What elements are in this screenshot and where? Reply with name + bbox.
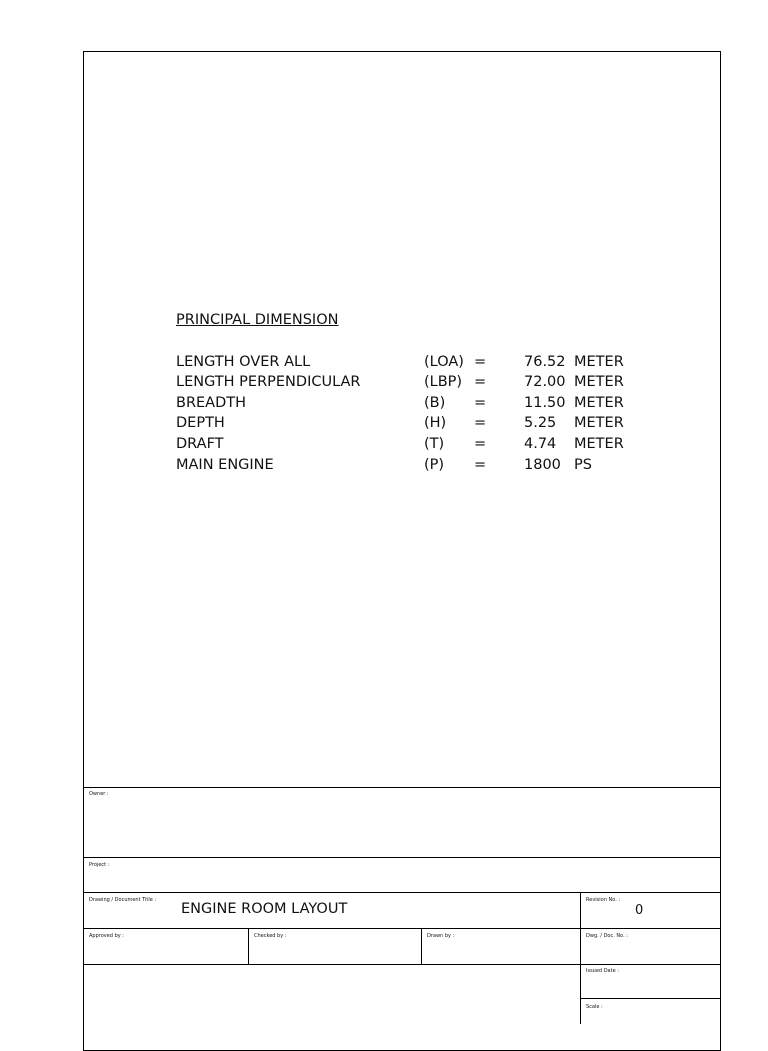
dimension-row xyxy=(176,455,592,476)
dimension-value: 4.74 xyxy=(524,435,557,452)
drawing-title-label: Drawing / Document Title : xyxy=(89,897,157,903)
dimension-abbr: (LOA) xyxy=(424,353,464,370)
title-block-line-right-column xyxy=(580,892,581,1024)
revision-value: 0 xyxy=(635,903,644,918)
approved-by-label: Approved by : xyxy=(89,933,124,939)
drawing-title: ENGINE ROOM LAYOUT xyxy=(181,901,348,917)
owner-label: Owner : xyxy=(89,791,109,797)
scale-label: Scale : xyxy=(586,1004,603,1010)
dimension-unit: METER xyxy=(574,374,624,391)
dimension-unit: METER xyxy=(574,394,624,411)
dimension-label: LENGTH PERPENDICULAR xyxy=(176,374,361,391)
dimension-unit: METER xyxy=(574,353,624,370)
dimension-label: DEPTH xyxy=(176,415,225,432)
dimension-unit: METER xyxy=(574,435,624,452)
issued-date-label: Issued Date : xyxy=(586,968,619,974)
title-block-line-scale-top xyxy=(580,998,721,999)
revision-label: Revision No. : xyxy=(586,897,621,903)
drawn-by-label: Drawn by : xyxy=(427,933,455,939)
dimension-equals: = xyxy=(474,456,487,473)
dimension-abbr: (P) xyxy=(424,456,445,473)
project-label: Project : xyxy=(89,862,110,868)
principal-dimension-title: PRINCIPAL DIMENSION xyxy=(176,312,339,328)
dwg-no-label: Dwg. / Doc. No. : xyxy=(586,933,628,939)
dimension-abbr: (B) xyxy=(424,394,446,411)
dimension-abbr: (H) xyxy=(424,415,447,432)
dimension-label: DRAFT xyxy=(176,435,224,452)
dimension-value: 1800 xyxy=(524,456,561,473)
title-block-line-project-top xyxy=(83,857,721,858)
dimension-equals: = xyxy=(474,353,487,370)
dimension-value: 11.50 xyxy=(524,394,566,411)
dimension-unit: METER xyxy=(574,415,624,432)
dimension-value: 5.25 xyxy=(524,415,557,432)
dimension-abbr: (LBP) xyxy=(424,374,463,391)
dimension-row xyxy=(176,352,624,373)
title-block-line-checked-drawn xyxy=(421,928,422,964)
principal-dimension-block xyxy=(176,310,624,475)
dimension-equals: = xyxy=(474,374,487,391)
dimension-label: BREADTH xyxy=(176,394,247,411)
dimension-label: LENGTH OVER ALL xyxy=(176,353,311,370)
dimension-label: MAIN ENGINE xyxy=(176,456,274,473)
title-block-line-owner-top xyxy=(83,787,721,788)
title-block-line-title-top xyxy=(83,892,721,893)
checked-by-label: Checked by : xyxy=(254,933,287,939)
dimension-equals: = xyxy=(474,394,487,411)
title-block-line-approval-bottom xyxy=(83,964,721,965)
dimension-value: 72.00 xyxy=(524,374,566,391)
dimension-row xyxy=(176,393,624,414)
dimension-equals: = xyxy=(474,435,487,452)
title-block-line-approval-top xyxy=(83,928,721,929)
dimension-unit: PS xyxy=(574,456,592,473)
dimension-row xyxy=(176,372,624,393)
dimension-value: 76.52 xyxy=(524,353,566,370)
dimension-row xyxy=(176,434,624,455)
title-block-line-approved-checked xyxy=(248,928,249,964)
dimension-equals: = xyxy=(474,415,487,432)
dimension-row xyxy=(176,413,624,434)
drawing-sheet-border xyxy=(83,51,721,1051)
dimension-abbr: (T) xyxy=(424,435,445,452)
